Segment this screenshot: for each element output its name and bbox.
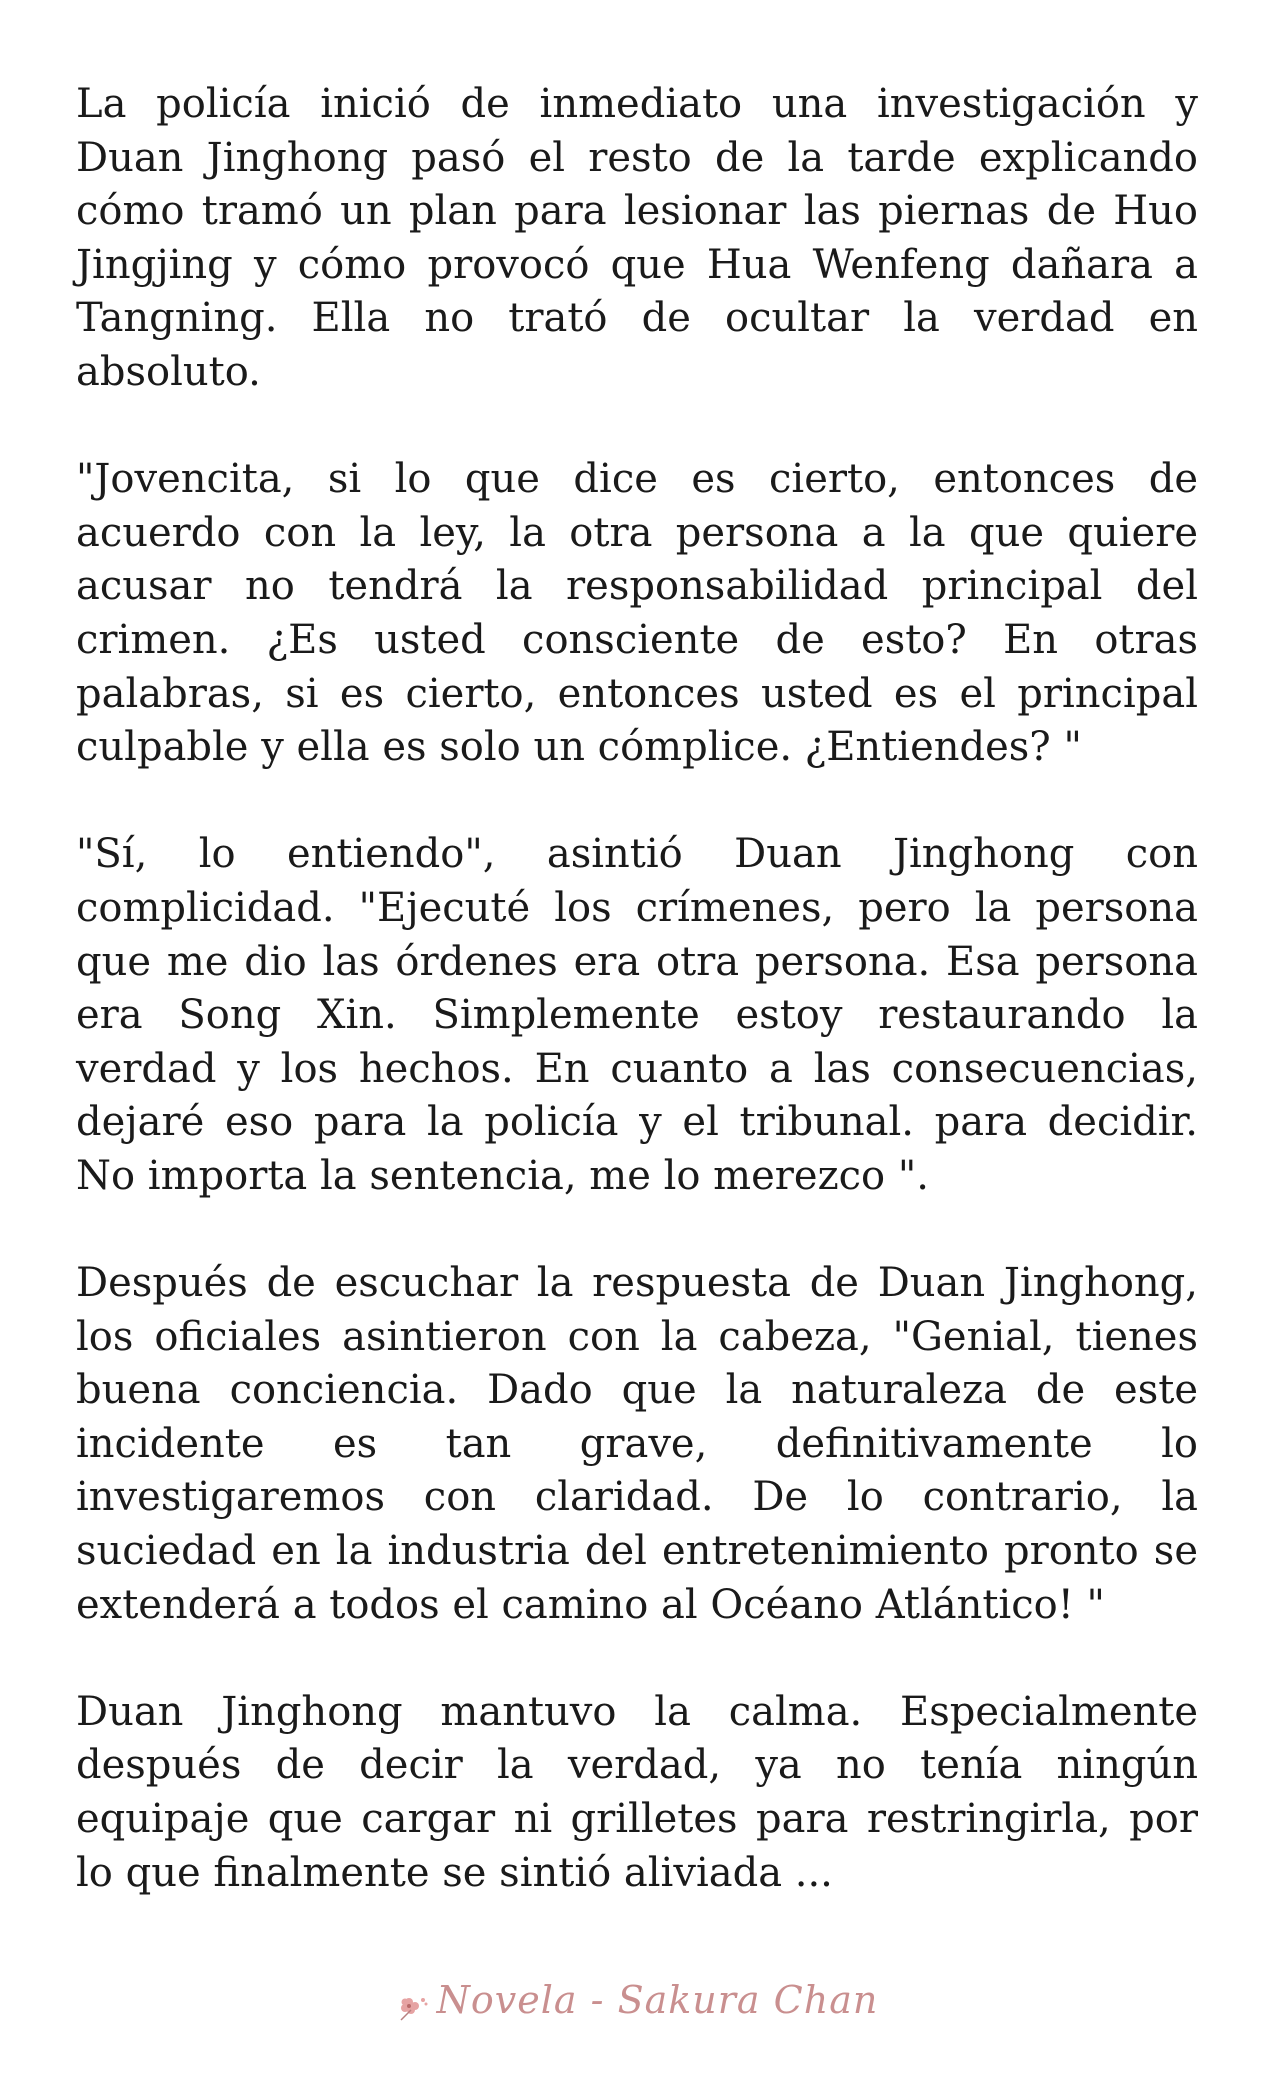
paragraph-5: Duan Jinghong mantuvo la calma. Especialmente después de decir la verdad, ya no tenía ningún equipaje que cargar ni grilletes para restringirla, por lo que finalmente se sintió aliviada ... bbox=[76, 1688, 1198, 1896]
paragraph-1: La policía inició de inmediato una investigación y Duan Jinghong pasó el resto de la tarde explicando cómo tramó un plan para lesionar las piernas de Huo Jingjing y cómo provocó que Hua Wenfeng dañara a Tangning. Ella no trató de ocultar la verdad en absoluto. bbox=[76, 81, 1198, 395]
sakura-flower-icon bbox=[397, 1989, 431, 2019]
paragraph-4: Después de escuchar la respuesta de Duan Jinghong, los oficiales asintieron con la cabeza, "Genial, tienes buena conciencia. Dado que la naturaleza de este incidente es tan grave, definitivamente lo investigaremos con claridad. De lo contrario, la suciedad en la industria del entretenimiento pronto se extenderá a todos el camino al Océano Atlántico! " bbox=[76, 1260, 1198, 1628]
watermark-text: Novela - Sakura Chan bbox=[436, 1978, 879, 2022]
document-body bbox=[76, 78, 1198, 1954]
paragraph-3: "Sí, lo entiendo", asintió Duan Jinghong con complicidad. "Ejecuté los crímenes, pero la persona que me dio las órdenes era otra persona. Esa persona era Song Xin. Simplemente estoy restaurando la verdad y los hechos. En cuanto a las consecuencias, dejaré eso para la policía y el tribunal. para decidir. No importa la sentencia, me lo merezco ". bbox=[76, 831, 1198, 1199]
watermark bbox=[0, 1978, 1275, 2022]
paragraph-2: "Jovencita, si lo que dice es cierto, entonces de acuerdo con la ley, la otra persona a la que quiere acusar no tendrá la responsabilidad principal del crimen. ¿Es usted consciente de esto? En otras palabras, si es cierto, entonces usted es el principal culpable y ella es solo un cómplice. ¿Entiendes? " bbox=[76, 456, 1198, 771]
